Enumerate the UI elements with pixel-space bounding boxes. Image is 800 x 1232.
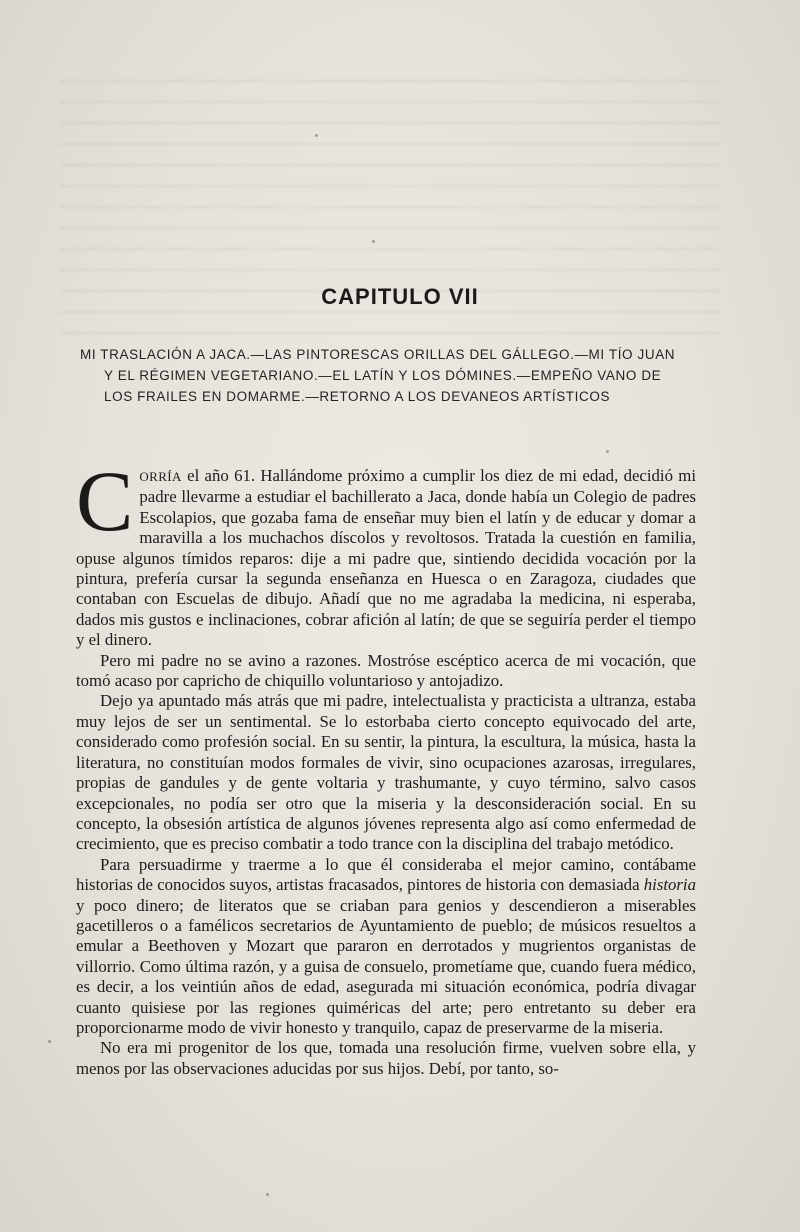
chapter-body xyxy=(76,453,696,1079)
paragraph-1 xyxy=(76,453,696,651)
speck xyxy=(315,134,318,137)
summary-line-2: Y EL RÉGIMEN VEGETARIANO.—EL LATÍN Y LOS DÓMINES.—EMPEÑO VANO DE xyxy=(104,368,662,383)
paragraph-4-text-a: Para persuadirme y traerme a lo que él consideraba el mejor camino, contábame historias de conocidos suyos, artistas fracasados, pintores de historia con demasiada xyxy=(76,854,696,895)
lead-word: ORRÍA xyxy=(139,469,182,484)
speck xyxy=(266,1193,269,1196)
speck xyxy=(606,450,609,453)
paragraph-4-text-b: y poco dinero; de literatos que se criaban para genios y descendieron a miserables gacetilleros o a famélicos secretarios de Ayuntamiento de pueblo; de músicos resueltos a emular a Beethoven y Mozart que pararon en derrotados y mugrientos organistas de villorrio. Como última razón, y a guisa de consuelo, prometíame que, cuando fuera médico, es decir, a los veintiún años de edad, asegurada mi situación económica, podría divagar cuanto quisiese por las regiones quiméricas del arte; pero entretanto su deber era proporcionarme modo de vivir honesto y tranquilo, capaz de preservarme de la miseria. xyxy=(76,895,696,1037)
paragraph-4 xyxy=(76,855,696,1039)
paragraph-5: No era mi progenitor de los que, tomada una resolución firme, vuelven sobre ella, y menos por las observaciones aducidas por sus hijos. Debí, por tanto, so- xyxy=(76,1038,696,1078)
emphasis-historia: historia xyxy=(643,875,696,895)
speck xyxy=(372,240,375,243)
chapter-summary xyxy=(80,344,720,407)
drop-cap: C xyxy=(76,453,134,549)
summary-line-1: MI TRASLACIÓN A JACA.—LAS PINTORESCAS ORILLAS DEL GÁLLEGO.—MI TÍO JUAN xyxy=(80,347,676,362)
speck xyxy=(48,1040,51,1043)
summary-line-3: LOS FRAILES EN DOMARME.—RETORNO A LOS DEVANEOS ARTÍSTICOS xyxy=(104,389,611,404)
chapter-title: CAPITULO VII xyxy=(321,284,479,309)
paragraph-2: Pero mi padre no se avino a razones. Mostróse escéptico acerca de mi vocación, que tomó acaso por capricho de chiquillo voluntarioso y antojadizo. xyxy=(76,650,696,691)
paragraph-3: Dejo ya apuntado más atrás que mi padre, intelectualista y practicista a ultranza, estaba muy lejos de ser un sentimental. Se lo estorbaba cierto concepto equivocado del arte, considerado como profesión social. En su sentir, la pintura, la escultura, la música, hasta la literatura, no constituían modos formales de vivir, sino ocupaciones azarosas, irregulares, propias de gandules y de gente voltaria y trashumante, y cuyo término, salvo casos excepcionales, no podía ser otro que la miseria y la desconsideración social. En su concepto, la obsesión artística de algunos jóvenes representa algo así como enfermedad de crecimiento, que es preciso combatir a todo trance con la disciplina del trabajo metódico. xyxy=(76,691,696,854)
paragraph-1-text: el año 61. Hallándome próximo a cumplir los diez de mi edad, decidió mi padre llevarme a estudiar el bachillerato a Jaca, donde había un Colegio de padres Escolapios, que gozaba fama de enseñar muy bien el latín y de educar y domar a maravilla a los muchachos díscolos y revoltosos. Tratada la cuestión en familia, opuse algunos tímidos reparos: dije a mi padre que, sintiendo decidida vocación por la pintura, prefería cursar la segunda enseñanza en Huesca o en Zaragoza, ciudades que contaban con Escuelas de dibujo. Añadí que no me agradaba la medicina, ni esperaba, dados mis gustos e inclinaciones, cobrar afición al latín; de que se seguiría perder el tiempo y el dinero. xyxy=(76,466,696,650)
